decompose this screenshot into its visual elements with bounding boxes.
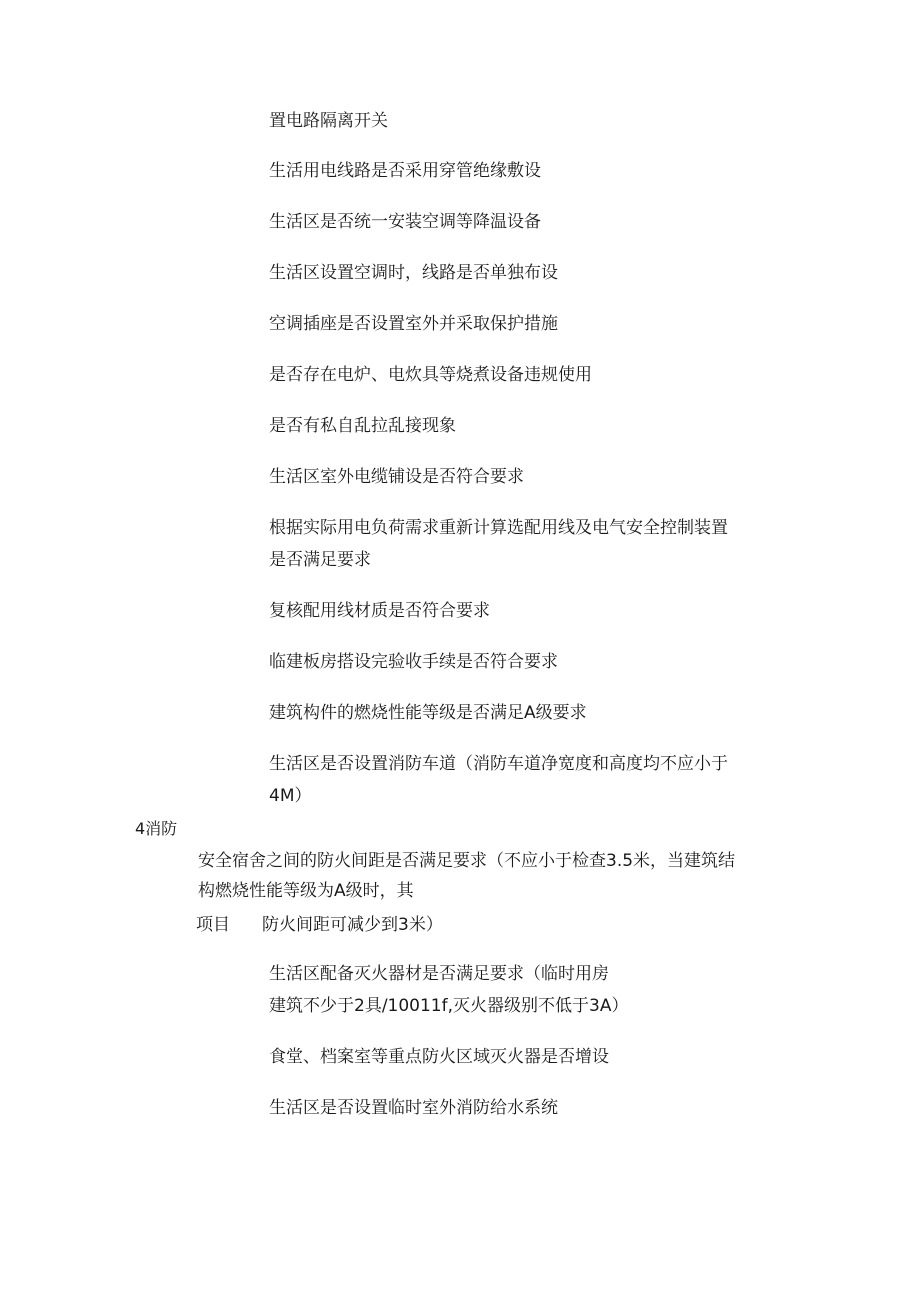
section-intro (198, 846, 798, 906)
checklist-item (269, 308, 789, 340)
item-line: 生活区是否设置临时室外消防给水系统 (269, 1098, 558, 1118)
checklist-item (269, 461, 789, 493)
item-line: 根据实际用电负荷需求重新计算选配用线及电气安全控制装置 (269, 518, 728, 538)
item-line: 生活区配备灭火器材是否满足要求（临时用房 (269, 964, 609, 984)
project-label-text: 防火间距可减少到3米） (262, 915, 443, 935)
section-heading: 4消防 (135, 819, 178, 838)
item-line: 生活区是否统一安装空调等降温设备 (269, 212, 541, 232)
checklist-item (269, 359, 789, 391)
item-line: 空调插座是否设置室外并采取保护措施 (269, 314, 558, 334)
item-line: 4M） (269, 786, 312, 806)
intro-line: 安全宿舍之间的防火间距是否满足要求（不应小于检查3.5米，当建筑结 (198, 851, 736, 871)
checklist-item (269, 512, 789, 576)
item-line: 生活区是否设置消防车道（消防车道净宽度和高度均不应小于 (269, 754, 728, 774)
intro-line: 构燃烧性能等级为A级时，其 (198, 881, 414, 901)
item-line: 临建板房搭设完验收手续是否符合要求 (269, 652, 558, 672)
item-line: 建筑构件的燃烧性能等级是否满足A级要求 (269, 703, 587, 723)
item-line: 生活区室外电缆铺设是否符合要求 (269, 467, 524, 487)
item-line: 是否存在电炉、电炊具等烧煮设备违规使用 (269, 365, 592, 385)
item-line: 置电路隔离开关 (269, 111, 388, 131)
checklist-item (269, 410, 789, 442)
checklist-item (269, 748, 789, 812)
item-line: 建筑不少于2具/10011f,灭火器级别不低于3A） (269, 996, 629, 1016)
checklist-item (269, 1092, 789, 1124)
checklist-item (269, 646, 789, 678)
item-line: 是否满足要求 (269, 550, 371, 570)
item-line: 生活用电线路是否采用穿管绝缘敷设 (269, 161, 541, 181)
checklist-item (269, 595, 789, 627)
checklist-item (269, 105, 789, 137)
project-label-row (196, 909, 443, 941)
checklist-item (269, 257, 789, 289)
item-line: 复核配用线材质是否符合要求 (269, 601, 490, 621)
checklist-item (269, 155, 789, 187)
checklist-item (269, 1041, 789, 1073)
project-label: 项目 (196, 915, 230, 935)
checklist-item (269, 958, 789, 1022)
checklist-item (269, 697, 789, 729)
item-line: 生活区设置空调时，线路是否单独布设 (269, 263, 558, 283)
item-line: 食堂、档案室等重点防火区域灭火器是否增设 (269, 1047, 609, 1067)
item-line: 是否有私自乱拉乱接现象 (269, 416, 456, 436)
checklist-item (269, 206, 789, 238)
